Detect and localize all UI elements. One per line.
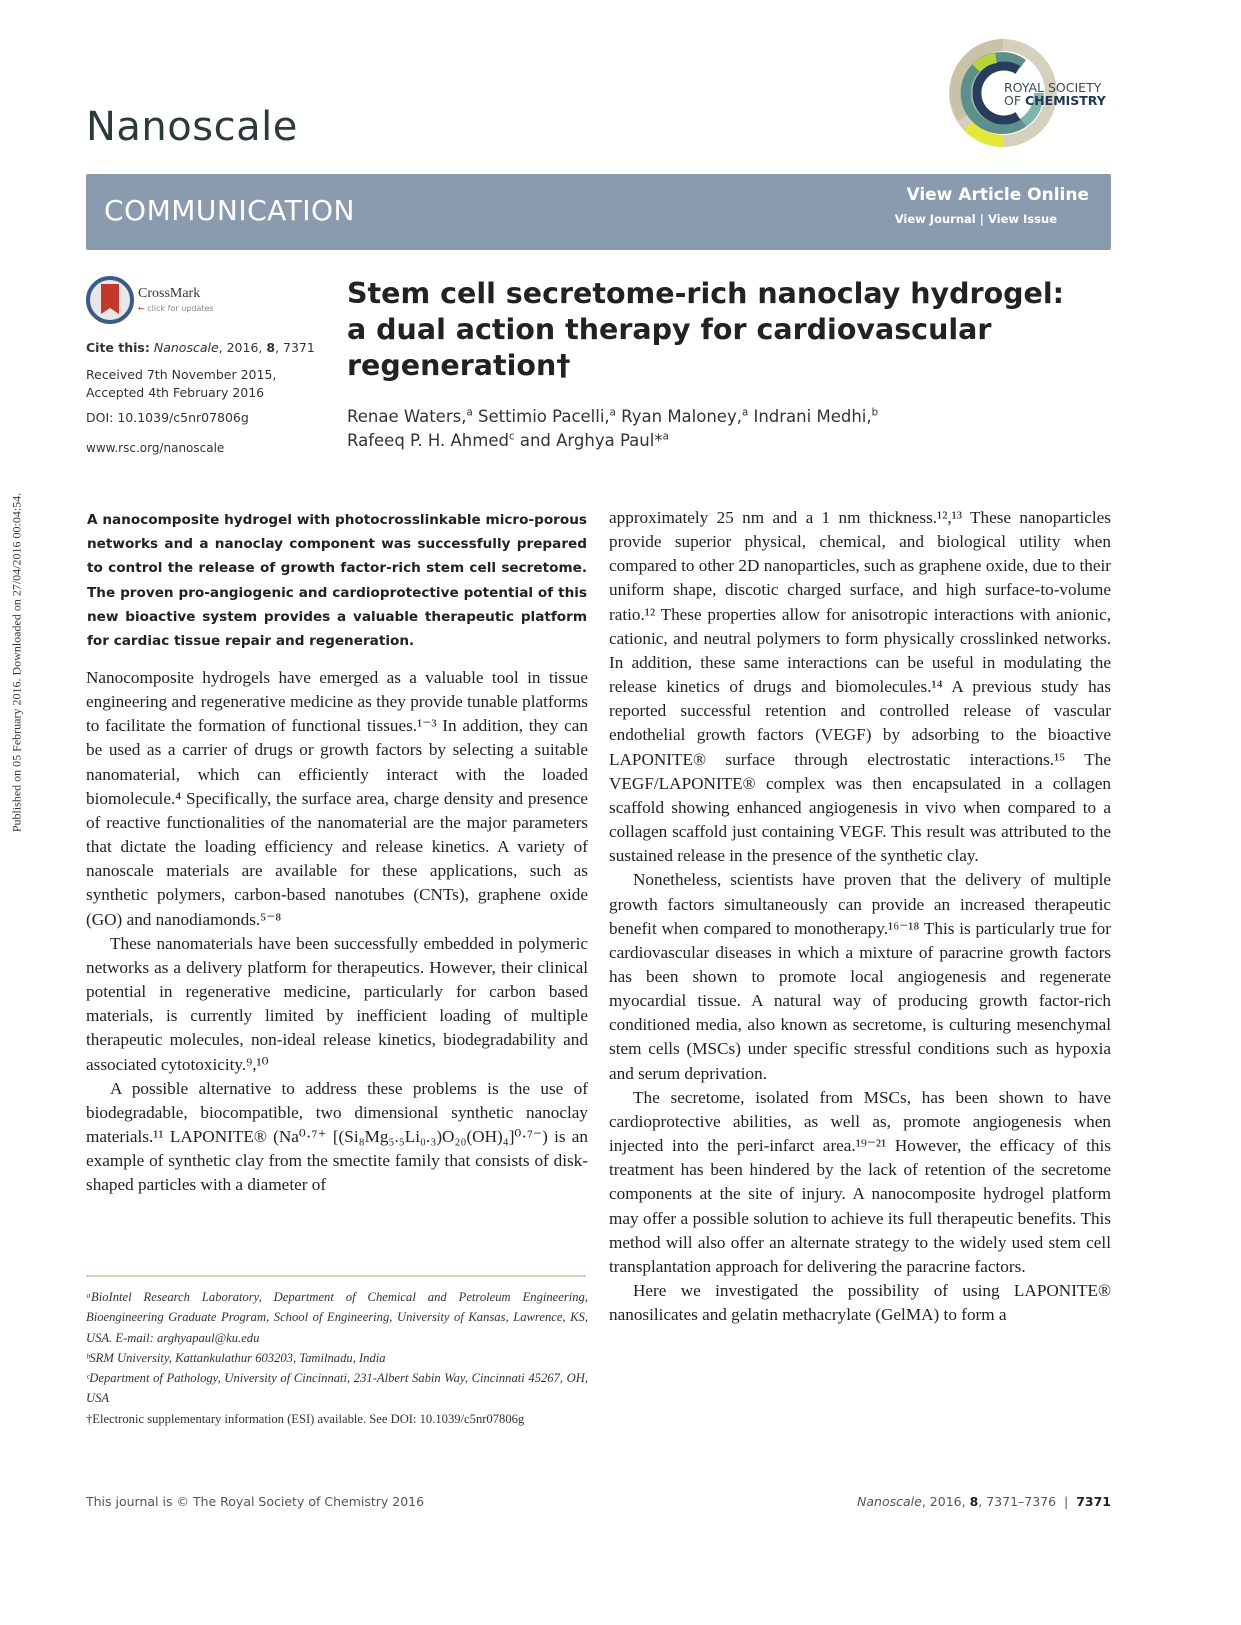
author: Ryan Maloney,$^a$ (615, 407, 749, 426)
view-journal-link[interactable]: View Journal (894, 212, 976, 226)
author: and Arghya Paul*$^a$ (514, 431, 669, 450)
view-issue-link[interactable]: View Issue (987, 212, 1057, 226)
banner-links (895, 212, 1057, 226)
cite-page: , 7371 (275, 340, 315, 355)
esi-note: †Electronic supplementary information (ESI) available. See DOI: 10.1039/c5nr07806g (86, 1411, 525, 1426)
crossmark-label: CrossMark (138, 286, 201, 301)
accepted-date: Accepted 4th February 2016 (86, 385, 265, 400)
doi[interactable]: DOI: 10.1039/c5nr07806g (86, 410, 249, 425)
view-article-online-link[interactable]: View Article Online (906, 185, 1089, 205)
footer-copyright: This journal is © The Royal Society of Chemistry 2016 (86, 1494, 425, 1509)
author: Rafeeq P. H. Ahmed$^c$ (347, 431, 515, 450)
rsc-logo (948, 38, 1118, 148)
logo-line1: ROYAL SOCIETY (1004, 80, 1102, 95)
logo-line2 (1004, 93, 1106, 108)
affiliation-c: ᶜDepartment of Pathology, University of Cincinnati, 231-Albert Sabin Way, Cincinnati 45267, OH, USA (86, 1371, 588, 1406)
cite-journal: Nanoscale (153, 340, 219, 355)
body-right-column (609, 506, 1111, 1327)
article-title: Stem cell secretome-rich nanoclay hydrogel: a dual action therapy for cardiovascular regeneration† (347, 277, 1065, 382)
logo-line2-bold: CHEMISTRY (1025, 93, 1106, 108)
crossmark-icon (86, 276, 134, 324)
cite-year: , 2016, (218, 340, 267, 355)
paragraph: approximately 25 nm and a 1 nm thickness.¹²,¹³ These nanoparticles provide superior physical, chemical, and biological utility when compared to other 2D nanoparticles, such as graphene oxide, due to their uniform shape, discotic charged surface, and high surface-to-volume ratio.¹² These properties allow for anisotropic interactions with anionic, cationic, and neutral polymers to form physically crosslinked networks. In addition, these same interactions can be useful in modulating the release kinetics of drugs and biomolecules.¹⁴ A previous study has reported successful retention and controlled release of vascular endothelial growth factors (VEGF) by adsorbing to the bioactive LAPONITE® surface through electrostatic interactions.¹⁵ The VEGF/LAPONITE® complex was then encapsulated in a collagen scaffold showing enhanced angiogenesis in vivo when compared to a collagen scaffold just containing VEGF. This result was attributed to the sustained release in the presence of the synthetic clay. (609, 508, 1111, 866)
paragraph: Nonetheless, scientists have proven that the delivery of multiple growth factors simultaneously can provide an increased therapeutic benefit when compared to monotherapy.¹⁶⁻¹⁸ This is particularly true for cardiovascular diseases in which a mixture of paracrine growth factors has been shown to promote local angiogenesis and regenerate myocardial tissue. A natural way of producing growth factor-rich conditioned media, also known as secretome, is culturing mesenchymal stem cells (MSCs) under specific stressful conditions such as hypoxia and serum deprivation. (609, 870, 1111, 1083)
paragraph: A possible alternative to address these problems is the use of biodegradable, biocompatible, two dimensional synthetic nanoclay materials.¹¹ LAPONITE® (Na⁰·⁷⁺ [(Si₈Mg₅.₅Li₀.₃)O₂₀(OH)₄]⁰·⁷⁻) is an example of synthetic clay from the smectite family that consists of disk-shaped particles with a diameter of (86, 1078, 588, 1195)
crossmark-sub: ← click for updates (138, 304, 214, 313)
author: Renae Waters,$^a$ (347, 407, 473, 426)
dates (86, 366, 276, 402)
received-date: Received 7th November 2015, (86, 367, 277, 382)
affiliation-a: ᵃBioIntel Research Laboratory, Department of Chemical and Petroleum Engineering, Bioengineering Graduate Program, School of Engineering, University of Kansas, Lawrence, KS, USA. E-mail: arghyapaul@ku.edu (86, 1290, 588, 1345)
author: Settimio Pacelli,$^a$ (472, 407, 616, 426)
authors (347, 405, 1067, 453)
paragraph: Here we investigated the possibility of using LAPONITE® nanosilicates and gelatin methacrylate (GelMA) to form a (609, 1281, 1111, 1325)
footer-pages: , 7371–7376 | (978, 1494, 1077, 1509)
footer-journal: Nanoscale (857, 1494, 922, 1509)
article-type: COMMUNICATION (104, 194, 355, 227)
affiliation-b: ᵇSRM University, Kattankulathur 603203, Tamilnadu, India (86, 1350, 386, 1365)
journal-name: Nanoscale (86, 104, 298, 150)
footer-citation (857, 1494, 1111, 1509)
publication-side-note: Published on 05 February 2016. Downloaded on 27/04/2016 00:04:54. (9, 492, 24, 833)
abstract: A nanocomposite hydrogel with photocrosslinkable micro-porous networks and a nanoclay component was successfully prepared to control the release of growth factor-rich stem cell secretome. The proven pro-angiogenic and cardioprotective potential of this new bioactive system provides a valuable therapeutic platform for cardiac tissue repair and regeneration. (87, 512, 587, 650)
cite-label: Cite this: (86, 340, 150, 355)
logo-line2-prefix: OF (1004, 93, 1026, 108)
paragraph: Nanocomposite hydrogels have emerged as a valuable tool in tissue engineering and regenerative medicine as they provide tunable platforms to facilitate the formation of functional tissues.¹⁻³ In addition, they can be used as a carrier of drugs or growth factors by selecting a suitable nanomaterial, which can efficiently interact with the loaded biomolecule.⁴ Specifically, the surface area, charge density and presence of reactive functionalities of the nanomaterial are the major parameters that dictate the loading efficiency and release kinetics. A variety of nanoscale materials are available for these applications, such as synthetic polymers, carbon-based nanotubes (CNTs), graphene oxide (GO) and nanodiamonds.⁵⁻⁸ (86, 668, 588, 929)
journal-url[interactable]: www.rsc.org/nanoscale (86, 441, 225, 455)
article-banner (86, 174, 1111, 250)
paragraph: These nanomaterials have been successfully embedded in polymeric networks as a delivery platform for therapeutics. However, their clinical potential in regenerative medicine, particularly for carbon based materials, is currently limited by inefficient loading of multiple therapeutic molecules, non-ideal release kinetics, biodegradability and associated cytotoxicity.⁹,¹⁰ (86, 933, 588, 1074)
footer-volume: 8 (969, 1494, 979, 1509)
crossmark-button[interactable] (86, 276, 216, 326)
separator: | (979, 212, 984, 226)
paragraph: The secretome, isolated from MSCs, has been shown to have cardioprotective abilities, as well as, promote angiogenesis when injected into the peri-infarct area.¹⁹⁻²¹ However, the efficacy of this treatment has been hindered by the lack of retention of the secretome components at the site of injury. A nanocomposite hydrogel platform may offer a possible solution to achieve its full therapeutic benefits. This method will also offer an alternate strategy to the widely used stem cell transplantation approach for delivering the paracrine factors. (609, 1087, 1111, 1276)
cite-volume: 8 (266, 340, 276, 355)
crossmark-sub-text: click for updates (147, 304, 214, 313)
footer-year: , 2016, (921, 1494, 970, 1509)
page-number: 7371 (1076, 1494, 1111, 1509)
footnotes (86, 1287, 588, 1429)
author: Indrani Medhi,$^b$ (748, 407, 879, 426)
footnote-divider (86, 1275, 586, 1277)
cite-this (86, 340, 315, 355)
body-left-column (86, 666, 588, 1197)
